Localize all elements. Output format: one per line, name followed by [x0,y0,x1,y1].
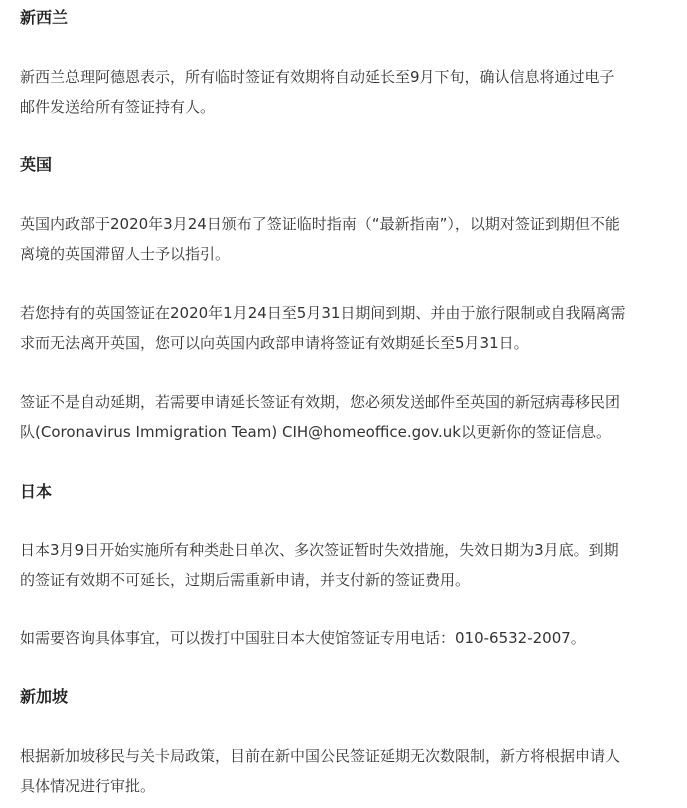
paragraph-uk-extension [20,298,675,358]
paragraph-uk-application [20,387,675,447]
paragraph-line: 邮件发送给所有签证持有人。 [20,98,216,116]
paragraph-line: 队(Coronavirus Immigration Team) CIH@homeoffice.gov.uk以更新你的签证信息。 [20,423,611,441]
paragraph-line: 具体情况进行审批。 [20,777,156,795]
paragraph-singapore-policy [20,741,675,801]
paragraph-japan-suspension [20,535,675,595]
paragraph-line: 如需要咨询具体事宜，可以拨打中国驻日本大使馆签证专用电话：010-6532-2007。 [20,629,586,647]
paragraph-line: 的签证有效期不可延长，过期后需重新申请，并支付新的签证费用。 [20,571,471,589]
paragraph-line: 新西兰总理阿德恩表示，所有临时签证有效期将自动延长至9月下旬，确认信息将通过电子 [20,68,615,86]
paragraph-japan-contact [20,623,675,653]
paragraph-line: 日本3月9日开始实施所有种类赴日单次、多次签证暂时失效措施，失效日期为3月底。到期 [20,541,619,559]
paragraph-line: 离境的英国滞留人士予以指引。 [20,245,231,263]
paragraph-line: 若您持有的英国签证在2020年1月24日至5月31日期间到期、并由于旅行限制或自我隔离需 [20,304,626,322]
paragraph-line: 签证不是自动延期，若需要申请延长签证有效期，您必须发送邮件至英国的新冠病毒移民团 [20,393,621,411]
section-heading-uk: 英国 [20,155,53,174]
section-heading-japan: 日本 [20,482,53,501]
paragraph-line: 根据新加坡移民与关卡局政策，目前在新中国公民签证延期无次数限制，新方将根据申请人 [20,747,621,765]
paragraph-line: 求而无法离开英国，您可以向英国内政部申请将签证有效期延长至5月31日。 [20,334,529,352]
paragraph-uk-guidance [20,209,675,269]
section-heading-singapore: 新加坡 [20,687,69,706]
paragraph-new-zealand-visa [20,62,675,122]
section-heading-new-zealand: 新西兰 [20,8,69,27]
paragraph-line: 英国内政部于2020年3月24日颁布了签证临时指南（“最新指南”），以期对签证到期但不能 [20,215,620,233]
